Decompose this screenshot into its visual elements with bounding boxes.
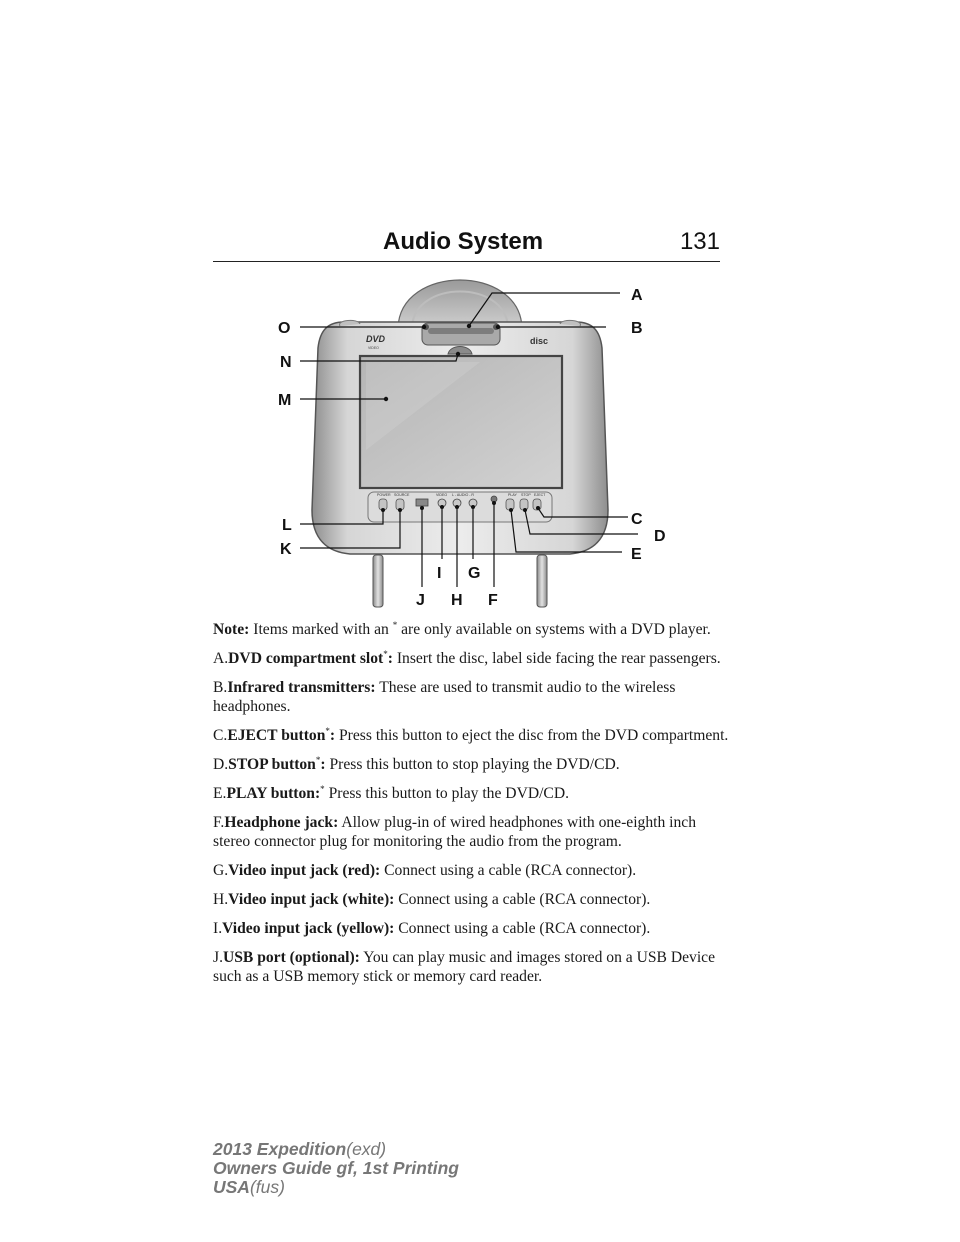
item-asterisk: *	[320, 784, 325, 794]
item-letter: C.	[213, 727, 228, 744]
headrest-dvd-figure	[240, 270, 680, 615]
footer-market-code: (fus)	[249, 1177, 285, 1197]
footer-model: 2013 Expedition	[213, 1139, 347, 1159]
item-colon: :	[320, 756, 326, 773]
item-g	[213, 861, 733, 880]
footer-line-1	[213, 1140, 459, 1159]
page-number: 131	[679, 228, 720, 255]
item-e	[213, 784, 733, 803]
label-power: POWER	[377, 493, 391, 497]
item-asterisk: *	[315, 755, 321, 765]
callout-o: O	[278, 320, 291, 337]
callout-l: L	[282, 517, 292, 534]
item-description: Connect using a cable (RCA connector).	[384, 862, 637, 879]
note-text-after: are only available on systems with a DVD player.	[401, 621, 711, 638]
item-asterisk: *	[325, 726, 330, 736]
item-description: Insert the disc, label side facing the rear passengers.	[396, 650, 721, 667]
callout-e: E	[631, 546, 642, 563]
item-term: Headphone jack:	[224, 814, 339, 831]
item-j	[213, 948, 733, 986]
note-label: Note:	[213, 621, 250, 638]
item-letter: D.	[213, 756, 229, 773]
callout-g: G	[468, 565, 481, 582]
callout-k: K	[280, 541, 292, 558]
item-description: You can play music and images stored on a USB Device such as a USB memory stick or memory card reader.	[213, 949, 715, 985]
callout-h: H	[451, 592, 463, 609]
label-play: PLAY	[508, 493, 517, 497]
label-video: VIDEO	[436, 493, 448, 497]
item-description: Press this button to eject the disc from the DVD compartment.	[339, 727, 729, 744]
label-source: SOURCE	[394, 493, 410, 497]
item-term: Video input jack (yellow):	[222, 920, 395, 937]
item-term: DVD compartment slot	[228, 650, 384, 667]
item-letter: B.	[213, 679, 228, 696]
footer-line-2	[213, 1159, 459, 1178]
header-rule	[213, 261, 720, 262]
note-paragraph	[213, 620, 733, 639]
item-description: Allow plug-in of wired headphones with one-eighth inch stereo connector plug for monitoring the audio from the program.	[213, 814, 696, 850]
item-d	[213, 755, 733, 774]
item-a	[213, 649, 733, 668]
note-asterisk: *	[392, 620, 398, 630]
label-audio: L - AUDIO - R	[452, 493, 475, 497]
dvd-logo: DVD	[366, 334, 386, 344]
footer-guide: Owners Guide gf, 1st Printing	[213, 1158, 459, 1178]
callout-f: F	[488, 592, 498, 609]
item-letter: E.	[213, 785, 227, 802]
item-term: Video input jack (red):	[228, 862, 381, 879]
item-asterisk: *	[383, 649, 388, 659]
item-term: USB port (optional):	[222, 949, 360, 966]
footer-model-code: (exd)	[346, 1139, 387, 1159]
callout-i: I	[437, 565, 442, 582]
item-letter: F.	[213, 814, 225, 831]
item-f	[213, 813, 733, 851]
callout-j: J	[416, 592, 425, 609]
body-text	[213, 620, 733, 996]
item-term: STOP button	[228, 756, 316, 773]
item-term: PLAY button:	[226, 785, 321, 802]
item-term: EJECT button	[227, 727, 326, 744]
usb-port[interactable]	[416, 499, 428, 506]
label-eject: EJECT	[534, 493, 546, 497]
item-c	[213, 726, 733, 745]
callout-a: A	[631, 287, 643, 304]
item-letter: H.	[213, 891, 229, 908]
item-colon: :	[387, 650, 393, 667]
item-term: Video input jack (white):	[228, 891, 395, 908]
disc-label: disc	[530, 336, 549, 346]
control-button-labels	[377, 493, 546, 497]
item-description: These are used to transmit audio to the wireless headphones.	[213, 679, 676, 715]
page-header	[213, 226, 720, 260]
item-b	[213, 678, 733, 716]
item-description: Press this button to play the DVD/CD.	[328, 785, 569, 802]
footer-market: USA	[213, 1177, 250, 1197]
item-term: Infrared transmitters:	[227, 679, 376, 696]
callout-m: M	[278, 392, 292, 409]
item-i	[213, 919, 733, 938]
callout-d: D	[654, 528, 666, 545]
item-description: Connect using a cable (RCA connector).	[398, 891, 651, 908]
disc-dome	[398, 280, 522, 328]
item-description: Connect using a cable (RCA connector).	[398, 920, 651, 937]
dvd-logo-sub: VIDEO	[368, 346, 379, 350]
item-letter: A.	[213, 650, 229, 667]
item-letter: I.	[213, 920, 223, 937]
item-h	[213, 890, 733, 909]
callout-c: C	[631, 511, 643, 528]
item-description: Press this button to stop playing the DVD/CD.	[329, 756, 620, 773]
item-letter: G.	[213, 862, 229, 879]
item-colon: :	[329, 727, 336, 744]
callout-b: B	[631, 320, 643, 337]
footer-line-3	[213, 1178, 459, 1197]
note-text-before: Items marked with an	[253, 621, 389, 638]
section-title: Audio System	[383, 228, 544, 255]
item-letter: J.	[213, 949, 223, 966]
page-footer	[213, 1140, 459, 1197]
label-stop: STOP	[521, 493, 531, 497]
callout-n: N	[280, 354, 292, 371]
